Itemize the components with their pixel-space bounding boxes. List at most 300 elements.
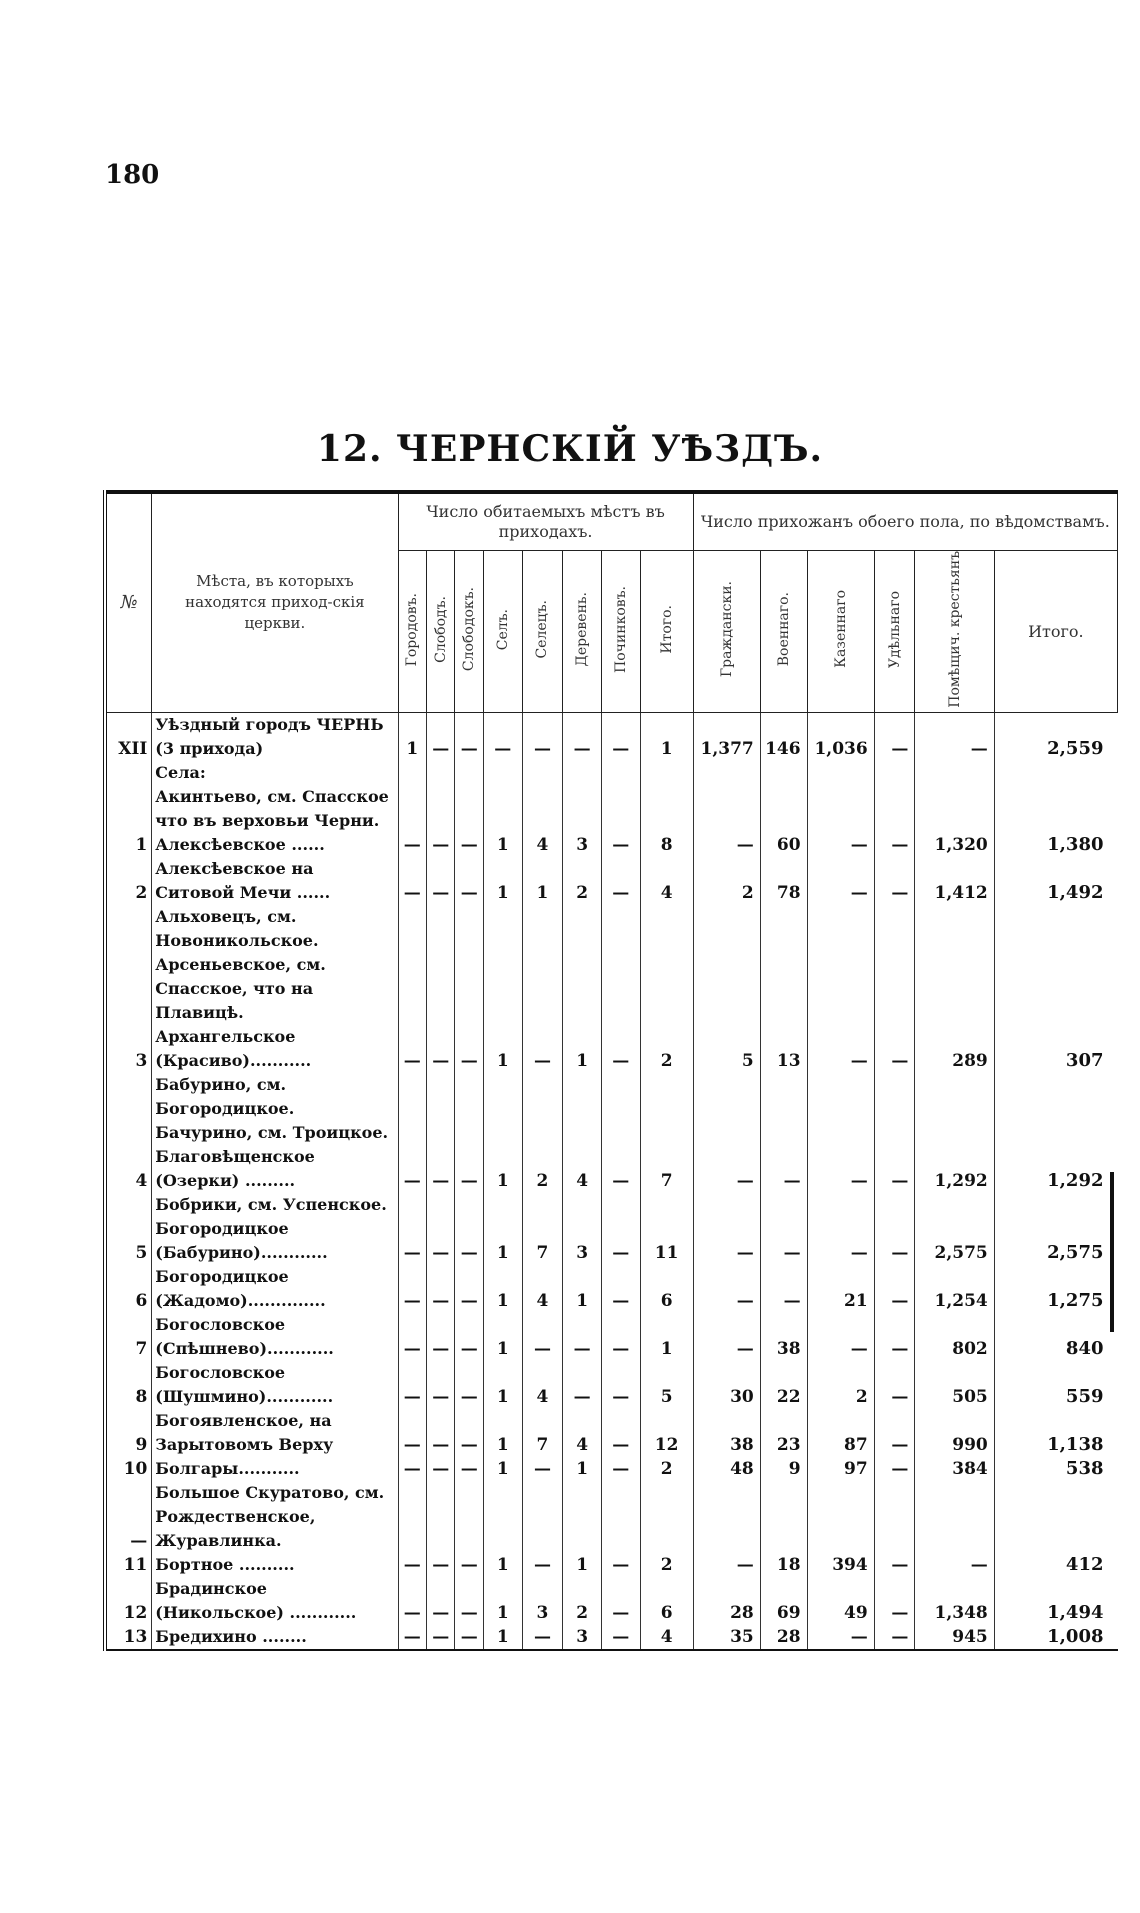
settlement-count: 8 xyxy=(640,833,693,857)
parishioner-count xyxy=(915,1073,994,1121)
settlement-count: — xyxy=(426,1025,454,1073)
settlement-count: — xyxy=(426,857,454,905)
parishioner-count xyxy=(693,785,760,833)
parishioner-count: 1,320 xyxy=(915,833,994,857)
parishioner-count: 990 xyxy=(915,1409,994,1457)
table-row xyxy=(105,1409,1118,1457)
parishioner-count: 69 xyxy=(760,1577,807,1625)
settlement-count xyxy=(398,761,426,785)
parishioner-count xyxy=(760,1481,807,1553)
parishioner-count xyxy=(760,953,807,1025)
settlement-count: 1 xyxy=(483,1457,522,1481)
parishioner-count: 22 xyxy=(760,1361,807,1409)
row-total: 1,380 xyxy=(994,833,1117,857)
settlement-count: — xyxy=(601,1361,640,1409)
row-total: 2,575 xyxy=(994,1217,1117,1265)
parishioner-count: 28 xyxy=(760,1625,807,1650)
row-number: XII xyxy=(105,712,152,761)
parishioner-count: 9 xyxy=(760,1457,807,1481)
settlement-count: 5 xyxy=(640,1361,693,1409)
settlement-count xyxy=(426,953,454,1025)
settlement-count: 1 xyxy=(483,1577,522,1625)
parishioner-count: — xyxy=(693,1145,760,1193)
header-seltsa: Селецъ. xyxy=(522,551,563,713)
parishioner-count: 49 xyxy=(807,1577,874,1625)
settlement-count xyxy=(426,1121,454,1145)
settlement-count: — xyxy=(398,1577,426,1625)
settlement-count: 1 xyxy=(522,857,563,905)
parishioner-count xyxy=(693,953,760,1025)
table-row xyxy=(105,1025,1118,1073)
settlement-count xyxy=(522,1481,563,1553)
settlement-count xyxy=(601,1481,640,1553)
parish-table-container xyxy=(103,490,1118,1651)
settlement-count: — xyxy=(601,857,640,905)
parishioner-count: — xyxy=(693,833,760,857)
parishioner-count: 2 xyxy=(693,857,760,905)
row-number xyxy=(105,761,152,785)
settlement-count: 11 xyxy=(640,1217,693,1265)
settlement-count: 1 xyxy=(483,1265,522,1313)
table-row xyxy=(105,1265,1118,1313)
parishioner-count: — xyxy=(693,1217,760,1265)
parishioner-count xyxy=(760,1121,807,1145)
settlement-count: 7 xyxy=(522,1409,563,1457)
table-row xyxy=(105,1217,1118,1265)
row-total xyxy=(994,1193,1117,1217)
parishioner-count xyxy=(915,761,994,785)
row-total: 559 xyxy=(994,1361,1117,1409)
parishioner-count: — xyxy=(874,833,915,857)
parishioner-count: 384 xyxy=(915,1457,994,1481)
settlement-count xyxy=(483,1121,522,1145)
settlement-count: — xyxy=(398,1313,426,1361)
settlement-count: 12 xyxy=(640,1409,693,1457)
parishioner-count: — xyxy=(807,1145,874,1193)
row-total: 1,275 xyxy=(994,1265,1117,1313)
parishioner-count: — xyxy=(807,1217,874,1265)
parishioner-count xyxy=(874,785,915,833)
settlement-count: — xyxy=(455,1313,483,1361)
parishioner-count: 38 xyxy=(693,1409,760,1457)
parishioner-count xyxy=(807,761,874,785)
row-number xyxy=(105,1121,152,1145)
row-place: Уѣздный городъ ЧЕРНЬ (3 прихода) xyxy=(152,712,398,761)
settlement-count xyxy=(601,1193,640,1217)
settlement-count: — xyxy=(426,833,454,857)
settlement-count: — xyxy=(398,833,426,857)
row-number: 2 xyxy=(105,857,152,905)
settlement-count xyxy=(398,1481,426,1553)
settlement-count xyxy=(483,785,522,833)
row-number: 8 xyxy=(105,1361,152,1409)
row-number: 4 xyxy=(105,1145,152,1193)
row-number: — xyxy=(105,1481,152,1553)
row-number: 6 xyxy=(105,1265,152,1313)
parishioner-count xyxy=(874,1481,915,1553)
parishioner-count: — xyxy=(760,1265,807,1313)
table-row xyxy=(105,1121,1118,1145)
settlement-count: 4 xyxy=(563,1145,602,1193)
row-total: 1,138 xyxy=(994,1409,1117,1457)
settlement-count: 1 xyxy=(483,1361,522,1409)
row-number: 11 xyxy=(105,1553,152,1577)
parishioner-count: 2 xyxy=(807,1361,874,1409)
table-row xyxy=(105,1625,1118,1650)
header-civil: Граждански. xyxy=(693,551,760,713)
settlement-count: — xyxy=(455,833,483,857)
parishioner-count xyxy=(693,1193,760,1217)
row-place: Алексѣевское ...... xyxy=(152,833,398,857)
row-total: 2,559 xyxy=(994,712,1117,761)
settlement-count: 1 xyxy=(483,833,522,857)
parishioner-count: — xyxy=(693,1265,760,1313)
parishioner-count xyxy=(874,1073,915,1121)
settlement-count: 2 xyxy=(640,1553,693,1577)
parishioner-count: 38 xyxy=(760,1313,807,1361)
settlement-count xyxy=(601,1121,640,1145)
parishioner-count: — xyxy=(874,1313,915,1361)
table-row xyxy=(105,1577,1118,1625)
settlement-count xyxy=(455,785,483,833)
parishioner-count xyxy=(807,905,874,953)
settlement-count: — xyxy=(426,1361,454,1409)
parishioner-count: — xyxy=(874,1553,915,1577)
parishioner-count xyxy=(915,1193,994,1217)
settlement-count: 1 xyxy=(398,712,426,761)
row-number: 5 xyxy=(105,1217,152,1265)
parishioner-count: — xyxy=(915,712,994,761)
settlement-count: — xyxy=(601,1409,640,1457)
parishioner-count xyxy=(693,761,760,785)
parishioner-count: — xyxy=(874,1145,915,1193)
parishioner-count xyxy=(693,905,760,953)
settlement-count: — xyxy=(398,1361,426,1409)
settlement-count: 6 xyxy=(640,1265,693,1313)
parishioner-count: — xyxy=(874,1217,915,1265)
settlement-count: — xyxy=(398,857,426,905)
settlement-count: 1 xyxy=(640,712,693,761)
settlement-count: — xyxy=(601,1265,640,1313)
settlement-count: 2 xyxy=(563,1577,602,1625)
settlement-count xyxy=(483,761,522,785)
settlement-count: — xyxy=(601,712,640,761)
table-row xyxy=(105,1313,1118,1361)
settlement-count: — xyxy=(455,1265,483,1313)
row-total xyxy=(994,905,1117,953)
parishioner-count: 30 xyxy=(693,1361,760,1409)
settlement-count xyxy=(522,761,563,785)
row-number: 9 xyxy=(105,1409,152,1457)
row-place: Алексѣевское на Ситовой Мечи ...... xyxy=(152,857,398,905)
settlement-count: — xyxy=(398,1265,426,1313)
row-total xyxy=(994,1073,1117,1121)
settlement-count: — xyxy=(426,1577,454,1625)
settlement-count xyxy=(640,1073,693,1121)
row-place: Села: xyxy=(152,761,398,785)
settlement-count: — xyxy=(601,1577,640,1625)
settlement-count: 1 xyxy=(563,1457,602,1481)
parishioner-count: 394 xyxy=(807,1553,874,1577)
settlement-count: — xyxy=(426,712,454,761)
parishioner-count xyxy=(760,1073,807,1121)
parishioner-count xyxy=(915,1481,994,1553)
settlement-count xyxy=(563,761,602,785)
parishioner-count xyxy=(760,761,807,785)
parishioner-count xyxy=(760,905,807,953)
settlement-count: — xyxy=(455,1553,483,1577)
settlement-count: 7 xyxy=(522,1217,563,1265)
settlement-count: 1 xyxy=(483,1313,522,1361)
settlement-count xyxy=(426,1073,454,1121)
settlement-count: — xyxy=(601,1553,640,1577)
parishioner-count: 1,377 xyxy=(693,712,760,761)
settlement-count: — xyxy=(483,712,522,761)
parishioner-count xyxy=(760,785,807,833)
row-place: Болгары........... xyxy=(152,1457,398,1481)
header-state: Казеннаго xyxy=(807,551,874,713)
parishioner-count: — xyxy=(874,1457,915,1481)
parishioner-count: — xyxy=(760,1145,807,1193)
settlement-count xyxy=(398,953,426,1025)
settlement-count xyxy=(483,1481,522,1553)
parishioner-count: 23 xyxy=(760,1409,807,1457)
parishioner-count: 35 xyxy=(693,1625,760,1650)
row-total: 840 xyxy=(994,1313,1117,1361)
settlement-count: 1 xyxy=(483,1217,522,1265)
row-number: 3 xyxy=(105,1025,152,1073)
settlement-count xyxy=(455,761,483,785)
row-number xyxy=(105,1073,152,1121)
parishioner-count: 146 xyxy=(760,712,807,761)
settlement-count xyxy=(522,953,563,1025)
parishioner-count xyxy=(874,953,915,1025)
settlement-count xyxy=(455,905,483,953)
parishioner-count xyxy=(915,1121,994,1145)
parishioner-count: 1,254 xyxy=(915,1265,994,1313)
settlement-count xyxy=(640,1193,693,1217)
row-total xyxy=(994,1481,1117,1553)
settlement-count: — xyxy=(601,1457,640,1481)
settlement-count xyxy=(483,953,522,1025)
settlement-count xyxy=(398,1193,426,1217)
settlement-count: — xyxy=(426,1217,454,1265)
settlement-count: 4 xyxy=(522,833,563,857)
settlement-count: — xyxy=(455,1145,483,1193)
parishioner-count xyxy=(915,953,994,1025)
table-row xyxy=(105,833,1118,857)
parishioner-count: — xyxy=(874,1361,915,1409)
settlement-count: 7 xyxy=(640,1145,693,1193)
settlement-count: 1 xyxy=(640,1313,693,1361)
table-row xyxy=(105,905,1118,953)
settlement-count: — xyxy=(601,1313,640,1361)
settlement-count xyxy=(426,785,454,833)
settlement-count xyxy=(426,1193,454,1217)
settlement-count: — xyxy=(455,712,483,761)
settlement-count: — xyxy=(522,1625,563,1650)
table-row xyxy=(105,1073,1118,1121)
settlement-count xyxy=(398,785,426,833)
parishioner-count xyxy=(693,1073,760,1121)
table-row xyxy=(105,1481,1118,1553)
table-row xyxy=(105,712,1118,761)
settlement-count: 2 xyxy=(640,1457,693,1481)
settlement-count xyxy=(426,905,454,953)
settlement-count xyxy=(426,1481,454,1553)
settlement-count: — xyxy=(522,1553,563,1577)
settlement-count xyxy=(455,1073,483,1121)
header-total: Итого. xyxy=(994,551,1117,713)
settlement-count: — xyxy=(455,1577,483,1625)
table-row xyxy=(105,857,1118,905)
row-total: 1,492 xyxy=(994,857,1117,905)
parishioner-count: 1,292 xyxy=(915,1145,994,1193)
header-slobodki: Слободокъ. xyxy=(455,551,483,713)
row-place: Благовѣщенское (Озерки) ......... xyxy=(152,1145,398,1193)
settlement-count xyxy=(601,1073,640,1121)
parishioner-count: — xyxy=(807,1313,874,1361)
parishioner-count: 1,348 xyxy=(915,1577,994,1625)
settlement-count xyxy=(483,905,522,953)
settlement-count: — xyxy=(601,1217,640,1265)
table-body xyxy=(105,712,1118,1650)
settlement-count: 3 xyxy=(563,1217,602,1265)
settlement-count: — xyxy=(563,712,602,761)
settlement-count xyxy=(426,761,454,785)
row-place: Богоявленское, на Зарытовомъ Верху xyxy=(152,1409,398,1457)
settlement-count xyxy=(601,905,640,953)
settlement-count: 4 xyxy=(640,1625,693,1650)
header-appanage: Удѣльнаго xyxy=(874,551,915,713)
settlement-count: — xyxy=(426,1553,454,1577)
parishioner-count: 505 xyxy=(915,1361,994,1409)
settlement-count: — xyxy=(601,833,640,857)
settlement-count: — xyxy=(601,1625,640,1650)
settlement-count xyxy=(640,1121,693,1145)
row-total: 1,494 xyxy=(994,1577,1117,1625)
parishioner-count: 78 xyxy=(760,857,807,905)
row-place: Акинтьево, см. Спасское что въ верховьи Черни. xyxy=(152,785,398,833)
row-total xyxy=(994,1121,1117,1145)
settlement-count: 4 xyxy=(563,1409,602,1457)
parishioner-count: 1,036 xyxy=(807,712,874,761)
parishioner-count xyxy=(807,1193,874,1217)
parishioner-count xyxy=(915,905,994,953)
settlement-count xyxy=(483,1073,522,1121)
settlement-count xyxy=(563,1193,602,1217)
row-place: Богословское (Шушмино)............ xyxy=(152,1361,398,1409)
settlement-count: — xyxy=(398,1457,426,1481)
parishioner-count: 48 xyxy=(693,1457,760,1481)
parishioner-count xyxy=(760,1193,807,1217)
settlement-count: 4 xyxy=(640,857,693,905)
parishioner-count: — xyxy=(915,1553,994,1577)
settlement-count xyxy=(483,1193,522,1217)
settlement-count xyxy=(455,1481,483,1553)
row-total: 538 xyxy=(994,1457,1117,1481)
table-row xyxy=(105,1193,1118,1217)
settlement-count xyxy=(455,1193,483,1217)
row-number xyxy=(105,905,152,953)
settlement-count xyxy=(563,953,602,1025)
settlement-count: — xyxy=(398,1409,426,1457)
parishioner-count: 97 xyxy=(807,1457,874,1481)
row-place: Бредихино ........ xyxy=(152,1625,398,1650)
parishioner-count: 1,412 xyxy=(915,857,994,905)
parishioner-count: — xyxy=(807,1025,874,1073)
settlement-count xyxy=(601,785,640,833)
settlement-count: — xyxy=(601,1145,640,1193)
header-group-settlements: Число обитаемыхъ мѣстъ въ приходахъ. xyxy=(398,492,693,551)
parishioner-count: 87 xyxy=(807,1409,874,1457)
settlement-count xyxy=(563,785,602,833)
settlement-count: — xyxy=(426,1265,454,1313)
row-place: Альховецъ, см. Новоникольское. xyxy=(152,905,398,953)
parishioner-count: 60 xyxy=(760,833,807,857)
table-row xyxy=(105,1457,1118,1481)
parishioner-count xyxy=(807,1121,874,1145)
parishioner-count xyxy=(807,785,874,833)
settlement-count: — xyxy=(455,1625,483,1650)
table-row xyxy=(105,785,1118,833)
settlement-count xyxy=(522,1193,563,1217)
parishioner-count: — xyxy=(874,1409,915,1457)
table-row xyxy=(105,761,1118,785)
settlement-count: — xyxy=(426,1625,454,1650)
row-place: Богословское (Спѣшнево)............ xyxy=(152,1313,398,1361)
settlement-count: 1 xyxy=(483,1409,522,1457)
parishioner-count: 13 xyxy=(760,1025,807,1073)
settlement-count: — xyxy=(522,712,563,761)
settlement-count: — xyxy=(398,1145,426,1193)
header-villages: Деревень. xyxy=(563,551,602,713)
row-number xyxy=(105,785,152,833)
settlement-count xyxy=(640,1481,693,1553)
settlement-count: — xyxy=(563,1313,602,1361)
settlement-count: 1 xyxy=(563,1553,602,1577)
row-total xyxy=(994,785,1117,833)
row-place: Бачурино, см. Троицкое. xyxy=(152,1121,398,1145)
header-landowner-peasants: Помѣщич. крестьянъ xyxy=(915,551,994,713)
parishioner-count: — xyxy=(874,712,915,761)
settlement-count xyxy=(522,1121,563,1145)
row-place: Бортное .......... xyxy=(152,1553,398,1577)
settlement-count: — xyxy=(455,1361,483,1409)
settlement-count: — xyxy=(522,1313,563,1361)
row-place: Бобрики, см. Успенское. xyxy=(152,1193,398,1217)
settlement-count: — xyxy=(426,1409,454,1457)
settlement-count: — xyxy=(398,1217,426,1265)
row-total xyxy=(994,953,1117,1025)
settlement-count: — xyxy=(398,1553,426,1577)
settlement-count: 4 xyxy=(522,1265,563,1313)
row-number: 13 xyxy=(105,1625,152,1650)
row-total: 1,292 xyxy=(994,1145,1117,1193)
parishioner-count: 21 xyxy=(807,1265,874,1313)
settlement-count: 1 xyxy=(563,1265,602,1313)
parishioner-count xyxy=(693,1481,760,1553)
settlement-count: 3 xyxy=(563,1625,602,1650)
row-total: 307 xyxy=(994,1025,1117,1073)
parishioner-count: — xyxy=(807,857,874,905)
settlement-count: — xyxy=(398,1025,426,1073)
parishioner-count: 5 xyxy=(693,1025,760,1073)
settlement-count: — xyxy=(455,857,483,905)
margin-rule xyxy=(1110,1172,1114,1332)
settlement-count xyxy=(455,953,483,1025)
settlement-count: — xyxy=(398,1625,426,1650)
